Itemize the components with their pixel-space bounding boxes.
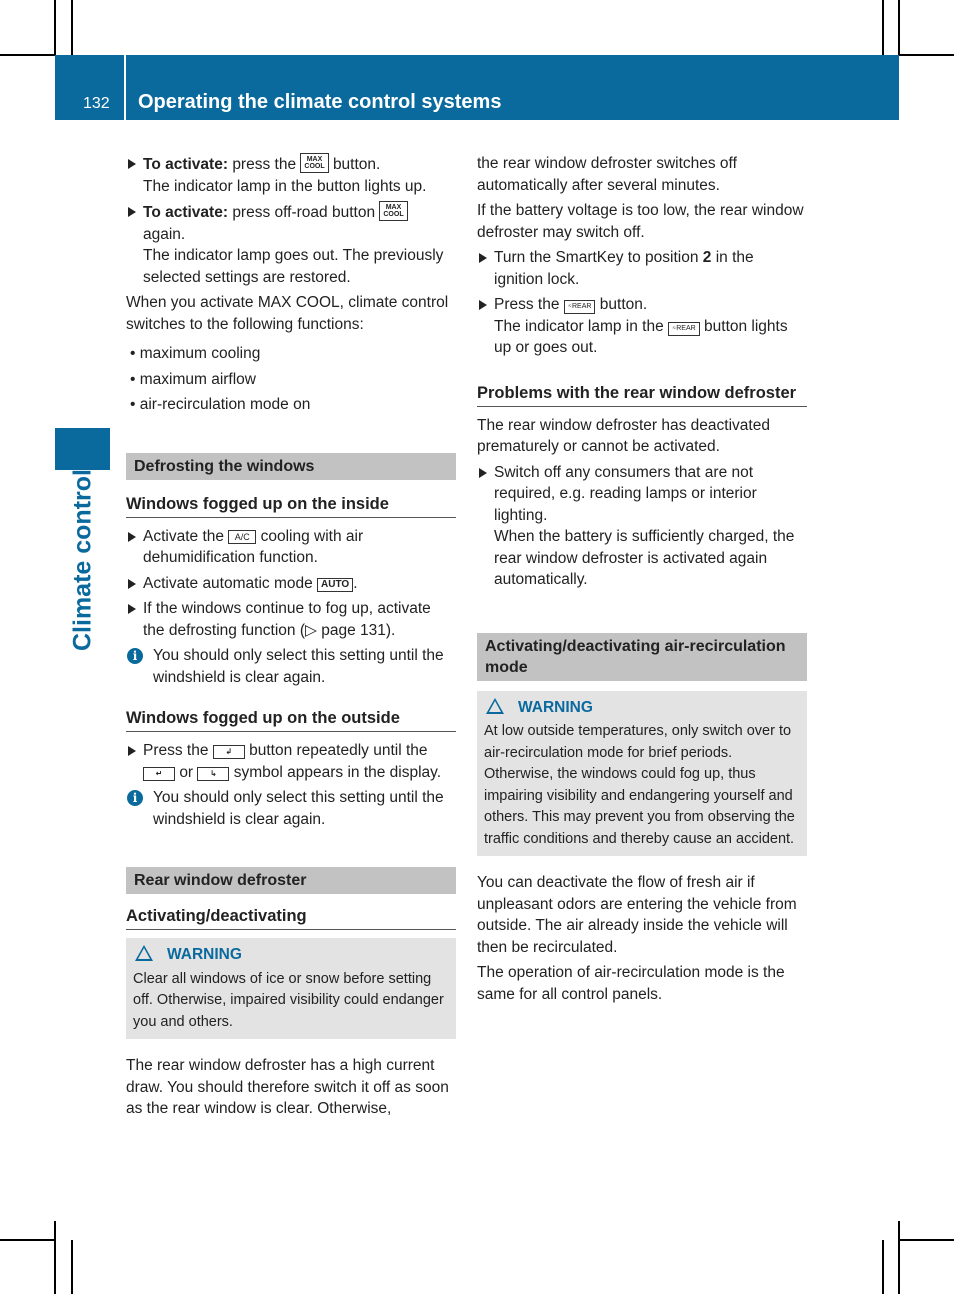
step-item — [126, 153, 456, 197]
subheading-outside: Windows fogged up on the outside — [126, 708, 456, 732]
step-label: To activate: — [143, 204, 228, 221]
bullet-item: • maximum cooling — [130, 345, 261, 362]
paragraph: The rear window defroster has a high current draw. You should therefore switch it off as soon as the rear window is clear. Otherwise, — [126, 1057, 449, 1117]
info-note: i You should only select this setting until the windshield is clear again. — [126, 787, 456, 830]
crop-mark — [71, 0, 73, 55]
arrow-icon — [128, 207, 136, 217]
step-item: Activate automatic mode AUTO . — [126, 573, 456, 595]
step-item: Activate the A/C cooling with air dehumidification function. — [126, 526, 456, 569]
warning-text: Clear all windows of ice or snow before setting off. Otherwise, impaired visibility could endanger you and others. — [133, 970, 444, 1030]
step-item: Press the ↲ button repeatedly until the ↵ or ↳ symbol appears in the display. — [126, 740, 456, 783]
paragraph: You can deactivate the flow of fresh air if unpleasant odors are entering the vehicle from outside. The air already inside the vehicle will then be recirculated. — [477, 874, 797, 956]
crop-mark — [54, 0, 56, 55]
arrow-icon — [479, 300, 487, 310]
step-item: Switch off any consumers that are not required, e.g. reading lamps or interior lighting. When the battery is sufficiently charged, the rear window defroster is activated again automatically. — [477, 462, 807, 591]
section-heading-defrost: Defrosting the windows — [126, 453, 456, 480]
arrow-icon — [128, 746, 136, 756]
crop-mark — [882, 1240, 884, 1294]
side-tab-marker — [55, 428, 110, 470]
rear-defroster-button-icon: ⍨REAR — [668, 322, 700, 336]
paragraph: If the battery voltage is too low, the rear window defroster may switch off. — [477, 202, 804, 241]
page-header — [55, 55, 899, 120]
header-divider — [124, 55, 126, 120]
page-number: 132 — [83, 95, 110, 112]
crop-mark — [898, 0, 900, 55]
warning-title: WARNING — [133, 944, 449, 966]
step-item: Turn the SmartKey to position 2 in the ignition lock. — [477, 247, 807, 290]
crop-mark — [882, 0, 884, 55]
bullet-item: • air-recirculation mode on — [130, 396, 311, 413]
section-title: Operating the climate control systems — [138, 91, 502, 113]
ac-button-icon: A/C — [228, 530, 256, 544]
warning-icon — [135, 945, 153, 961]
arrow-icon — [479, 253, 487, 263]
crop-mark — [71, 1240, 73, 1294]
crop-mark — [898, 1221, 900, 1294]
airflow-windshield-footwell-icon: ↳ — [197, 767, 229, 781]
warning-box — [126, 938, 456, 1039]
crop-mark — [0, 54, 55, 56]
section-heading-rear-defroster: Rear window defroster — [126, 867, 456, 894]
step-item — [126, 201, 456, 288]
max-cool-button-icon: MAX COOL — [300, 153, 328, 173]
step-text: again. — [143, 225, 186, 243]
warning-icon — [486, 698, 504, 714]
step-text: press off-road button — [232, 204, 376, 221]
step-item: Press the ⍨REAR button. The indicator lamp in the ⍨REAR button lights up or goes out. — [477, 294, 807, 359]
step-label: To activate: — [143, 156, 228, 173]
column-right — [477, 153, 807, 1009]
crop-mark — [899, 54, 954, 56]
paragraph: The rear window defroster has deactivated prematurely or cannot be activated. — [477, 416, 770, 455]
section-heading-recirculation: Activating/deactivating air-recirculation mode — [477, 633, 807, 681]
airflow-button-icon: ↲ — [213, 745, 245, 759]
step-text: press the — [232, 156, 297, 173]
arrow-icon — [128, 532, 136, 542]
crop-mark — [54, 1221, 56, 1294]
info-icon: i — [127, 648, 143, 664]
paragraph: When you activate MAX COOL, climate control switches to the following functions: — [126, 294, 449, 333]
crop-mark — [899, 1239, 954, 1241]
step-result: The indicator lamp goes out. The previously selected settings are restored. — [143, 247, 444, 286]
airflow-windshield-icon: ↵ — [143, 767, 175, 781]
paragraph: The operation of air-recirculation mode is the same for all control panels. — [477, 964, 785, 1003]
arrow-icon — [128, 604, 136, 614]
subheading-activating: Activating/deactivating — [126, 906, 456, 930]
step-text: button. — [332, 156, 381, 173]
info-icon: i — [127, 790, 143, 806]
max-cool-button-icon: MAX COOL — [379, 201, 407, 221]
arrow-icon — [128, 579, 136, 589]
info-note: i You should only select this setting until the windshield is clear again. — [126, 645, 456, 688]
warning-text: At low outside temperatures, only switch over to air-recirculation mode for brief periods. Otherwise, the windows could fog up, thus impairing visibility and endangering yourself and others. This may prevent you from observing the traffic conditions and thereby cause an accident. — [484, 723, 795, 847]
auto-button-icon: AUTO — [317, 578, 353, 592]
arrow-icon — [479, 468, 487, 478]
bullet-item: • maximum airflow — [130, 370, 256, 388]
column-left — [126, 153, 456, 1124]
step-item: If the windows continue to fog up, activate the defrosting function (▷ page 131). — [126, 598, 456, 641]
subheading-inside: Windows fogged up on the inside — [126, 494, 456, 518]
step-result: The indicator lamp in the button lights up. — [143, 177, 427, 195]
side-tab-label: Climate control — [68, 469, 96, 651]
side-tab — [55, 470, 110, 650]
paragraph: the rear window defroster switches off automatically after several minutes. — [477, 155, 737, 194]
subheading-problems: Problems with the rear window defroster — [477, 383, 807, 407]
rear-defroster-button-icon: ⍨REAR — [564, 300, 596, 314]
arrow-icon — [128, 159, 136, 169]
crop-mark — [0, 1239, 55, 1241]
warning-box — [477, 691, 807, 857]
warning-title: WARNING — [484, 697, 800, 719]
